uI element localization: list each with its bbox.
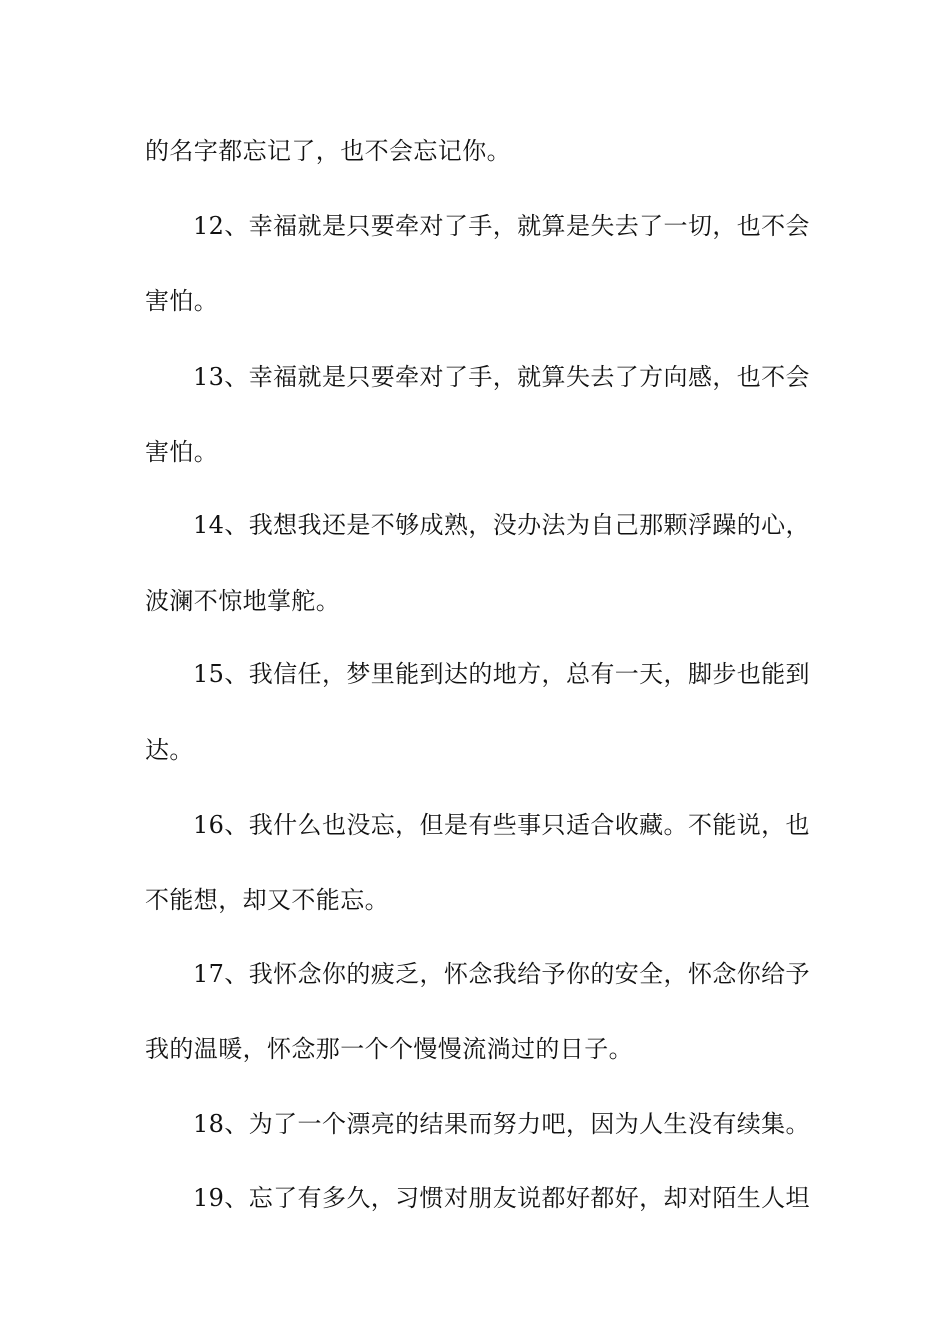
list-item-19: 19、忘了有多久，习惯对朋友说都好都好，却对陌生人坦 (193, 1184, 810, 1212)
list-item-12: 12、幸福就是只要牵对了手，就算是失去了一切，也不会 (193, 212, 810, 240)
text-line: 害怕。 (145, 438, 219, 466)
text-line: 害怕。 (145, 287, 219, 315)
text-line: 达。 (145, 736, 194, 764)
text-line: 不能想，却又不能忘。 (145, 886, 389, 914)
text-line: 的名字都忘记了，也不会忘记你。 (145, 137, 511, 165)
list-item-13: 13、幸福就是只要牵对了手，就算失去了方向感，也不会 (193, 363, 810, 391)
list-item-16: 16、我什么也没忘，但是有些事只适合收藏。不能说，也 (193, 811, 810, 839)
list-item-17: 17、我怀念你的疲乏，怀念我给予你的安全，怀念你给予 (193, 960, 810, 988)
list-item-14: 14、我想我还是不够成熟，没办法为自己那颗浮躁的心， (193, 511, 810, 539)
text-line: 我的温暖，怀念那一个个慢慢流淌过的日子。 (145, 1035, 633, 1063)
list-item-18: 18、为了一个漂亮的结果而努力吧，因为人生没有续集。 (193, 1110, 810, 1138)
list-item-15: 15、我信任，梦里能到达的地方，总有一天，脚步也能到 (193, 660, 810, 688)
text-line: 波澜不惊地掌舵。 (145, 587, 341, 615)
